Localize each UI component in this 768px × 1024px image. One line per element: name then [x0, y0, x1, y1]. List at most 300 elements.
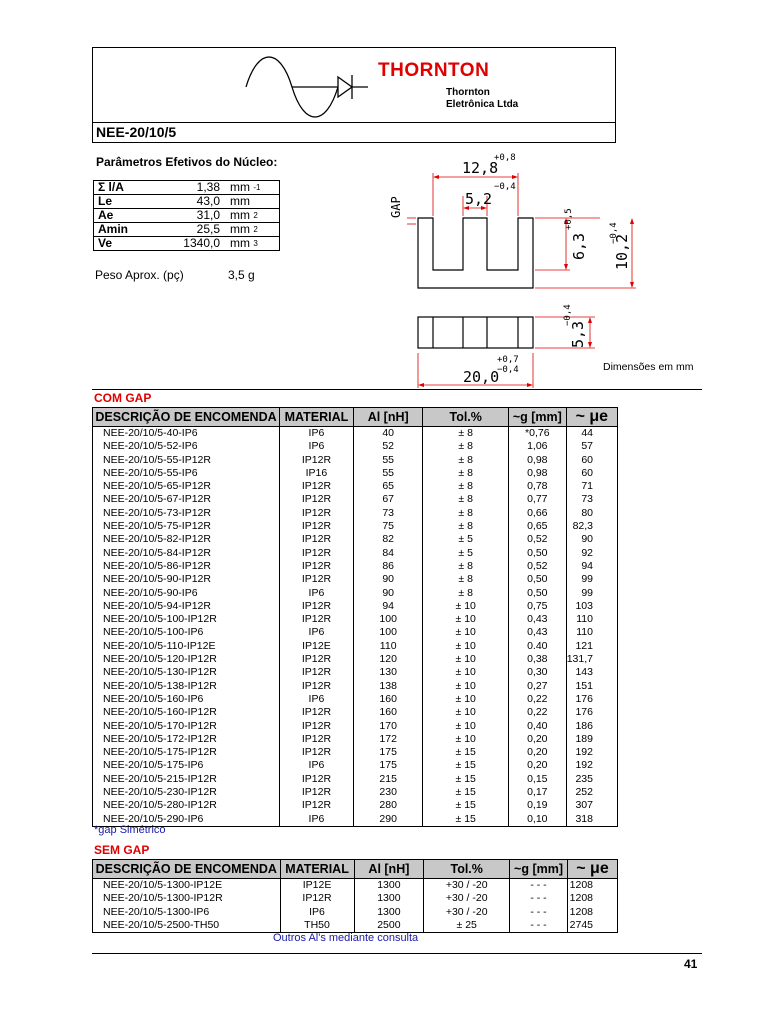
table-cell: 65 [353, 480, 423, 493]
com-gap-footnote: *gap Simétrico [94, 824, 166, 836]
table-cell: ± 10 [423, 626, 508, 639]
table-cell: ± 15 [423, 773, 508, 786]
sem-gap-title: SEM GAP [94, 843, 150, 857]
column-header: MATERIAL [280, 860, 354, 879]
table-cell: 0,50 [508, 547, 566, 560]
table-cell: 60 [566, 467, 617, 480]
table-cell: NEE-20/10/5-86-IP12R [93, 560, 280, 573]
table-row [93, 533, 618, 546]
dim-length: 20,0 [463, 368, 500, 386]
table-cell: 110 [566, 613, 617, 626]
param-unit [226, 195, 280, 209]
table-cell: 110 [353, 640, 423, 653]
table-cell: NEE-20/10/5-290-IP6 [93, 813, 280, 827]
table-cell: NEE-20/10/5-172-IP12R [93, 733, 280, 746]
table-cell: 170 [353, 720, 423, 733]
section-divider [92, 389, 702, 390]
table-cell: ± 8 [423, 507, 508, 520]
table-row [93, 786, 618, 799]
column-header: Al [nH] [353, 408, 423, 427]
table-cell: 175 [353, 759, 423, 772]
table-cell: 0,52 [508, 560, 566, 573]
table-cell: 110 [566, 626, 617, 639]
table-cell: 186 [566, 720, 617, 733]
table-row [93, 454, 618, 467]
table-cell: ± 15 [423, 813, 508, 827]
table-cell: IP12R [279, 720, 353, 733]
table-cell: 192 [566, 746, 617, 759]
params-row [94, 237, 280, 251]
table-cell: 1208 [567, 906, 617, 919]
table-cell: NEE-20/10/5-100-IP6 [93, 626, 280, 639]
table-row [93, 773, 618, 786]
table-row [93, 680, 618, 693]
table-cell: IP6 [279, 813, 353, 827]
table-cell: 0,75 [508, 600, 566, 613]
dim-top-tol-minus: −0,4 [494, 182, 516, 192]
table-cell: 90 [566, 533, 617, 546]
table-cell: 318 [566, 813, 617, 827]
table-cell: NEE-20/10/5-55-IP12R [93, 454, 280, 467]
table-cell: NEE-20/10/5-230-IP12R [93, 786, 280, 799]
param-unit [226, 223, 280, 237]
table-row [93, 493, 618, 506]
table-cell: NEE-20/10/5-84-IP12R [93, 547, 280, 560]
weight-label: Peso Aprox. (pç) [95, 268, 184, 282]
table-cell: ± 8 [423, 560, 508, 573]
brand-subtitle [446, 87, 518, 111]
model-title: NEE-20/10/5 [96, 124, 177, 140]
table-cell: ± 25 [424, 919, 510, 933]
params-row [94, 209, 280, 223]
table-cell: IP12R [279, 480, 353, 493]
table-cell: IP12R [279, 733, 353, 746]
table-cell: 73 [353, 507, 423, 520]
table-cell: 60 [566, 454, 617, 467]
table-row [93, 906, 618, 919]
table-row [93, 720, 618, 733]
table-cell: 131,7 [566, 653, 617, 666]
table-cell: 0,98 [508, 454, 566, 467]
table-cell: 121 [566, 640, 617, 653]
table-cell: NEE-20/10/5-1300-IP6 [93, 906, 281, 919]
table-cell: IP12R [279, 454, 353, 467]
param-unit-text: mm [230, 208, 250, 222]
table-row [93, 746, 618, 759]
table-cell: 92 [566, 547, 617, 560]
table-cell: 100 [353, 613, 423, 626]
table-cell: IP6 [279, 427, 353, 441]
table-cell: 189 [566, 733, 617, 746]
table-cell: 73 [566, 493, 617, 506]
table-cell: 55 [353, 467, 423, 480]
param-value: 25,5 [159, 223, 226, 237]
table-cell: 0,20 [508, 759, 566, 772]
brand-name: THORNTON [378, 60, 490, 81]
dim-top-width: 12,8 [462, 159, 499, 177]
table-cell: 0,43 [508, 626, 566, 639]
table-cell: 1208 [567, 892, 617, 905]
page-number: 41 [684, 957, 698, 971]
table-cell: 0,65 [508, 520, 566, 533]
table-cell: ± 15 [423, 746, 508, 759]
param-value: 43,0 [159, 195, 226, 209]
table-cell: IP12R [279, 560, 353, 573]
dim-top-tol-plus: +0,8 [494, 153, 516, 163]
table-cell: 130 [353, 666, 423, 679]
com-gap-title: COM GAP [94, 391, 152, 405]
param-key: Σ l/A [94, 181, 160, 195]
param-unit [226, 181, 280, 195]
table-cell: ± 15 [423, 759, 508, 772]
table-cell: NEE-20/10/5-75-IP12R [93, 520, 280, 533]
table-cell: IP12R [279, 600, 353, 613]
column-header: ~g [mm] [510, 860, 568, 879]
table-cell: NEE-20/10/5-90-IP6 [93, 587, 280, 600]
column-header: Tol.% [423, 408, 508, 427]
table-cell: 235 [566, 773, 617, 786]
dim-center-width: 5,2 [465, 190, 493, 208]
e-core-outline [418, 218, 533, 288]
sem-gap-footnote: Outros Al's mediante consulta [273, 932, 419, 944]
dim-inner-tol: +0,5 [564, 208, 574, 230]
column-header: ~ μe [566, 408, 617, 427]
table-cell: 57 [566, 440, 617, 453]
table-row [93, 799, 618, 812]
table-row [93, 693, 618, 706]
table-cell: +30 / -20 [424, 892, 510, 905]
table-row [93, 520, 618, 533]
dim-gap-label: GAP [389, 196, 403, 218]
params-table [93, 180, 280, 251]
table-cell: 67 [353, 493, 423, 506]
table-cell: ± 10 [423, 666, 508, 679]
table-cell: 100 [353, 626, 423, 639]
table-row [93, 613, 618, 626]
footer-divider [92, 953, 702, 954]
table-cell: - - - [510, 906, 568, 919]
table-cell: NEE-20/10/5-110-IP12E [93, 640, 280, 653]
dim-length-tol-minus: −0,4 [497, 365, 519, 375]
table-cell: 151 [566, 680, 617, 693]
param-unit-text: mm [230, 194, 250, 208]
table-cell: IP12E [280, 879, 354, 893]
table-cell: 84 [353, 547, 423, 560]
table-cell: ± 10 [423, 600, 508, 613]
table-cell: ± 8 [423, 467, 508, 480]
table-cell: NEE-20/10/5-40-IP6 [93, 427, 280, 441]
table-cell: 99 [566, 587, 617, 600]
dim-side-height: 5,3 [569, 320, 587, 348]
table-cell: NEE-20/10/5-1300-IP12E [93, 879, 281, 893]
table-cell: 176 [566, 693, 617, 706]
core-dimension-drawing [370, 148, 640, 388]
table-cell: IP12R [279, 547, 353, 560]
table-cell: 55 [353, 454, 423, 467]
table-row [93, 573, 618, 586]
table-cell: 252 [566, 786, 617, 799]
table-cell: 52 [353, 440, 423, 453]
table-cell: 0,19 [508, 799, 566, 812]
table-cell: 71 [566, 480, 617, 493]
table-cell: IP12R [279, 533, 353, 546]
params-row [94, 181, 280, 195]
table-cell: IP12R [279, 573, 353, 586]
table-cell: NEE-20/10/5-160-IP6 [93, 693, 280, 706]
table-cell: 2500 [354, 919, 424, 933]
table-cell: +30 / -20 [424, 906, 510, 919]
thornton-logo-icon [238, 53, 368, 119]
table-cell: ± 10 [423, 613, 508, 626]
table-cell: NEE-20/10/5-280-IP12R [93, 799, 280, 812]
param-unit-exponent: 2 [253, 211, 258, 220]
dim-total-height: 10,2 [613, 233, 631, 270]
table-cell: 90 [353, 587, 423, 600]
table-cell: ± 5 [423, 533, 508, 546]
table-cell: NEE-20/10/5-100-IP12R [93, 613, 280, 626]
table-cell: 1,06 [508, 440, 566, 453]
table-cell: NEE-20/10/5-67-IP12R [93, 493, 280, 506]
table-cell: NEE-20/10/5-52-IP6 [93, 440, 280, 453]
table-cell: 0,52 [508, 533, 566, 546]
table-cell: 1300 [354, 892, 424, 905]
table-cell: IP12R [279, 613, 353, 626]
table-cell: 0,77 [508, 493, 566, 506]
table-cell: 0,17 [508, 786, 566, 799]
table-cell: NEE-20/10/5-90-IP12R [93, 573, 280, 586]
table-cell: 290 [353, 813, 423, 827]
param-key: Le [94, 195, 160, 209]
table-cell: 94 [353, 600, 423, 613]
table-cell: ± 15 [423, 786, 508, 799]
table-cell: 99 [566, 573, 617, 586]
e-core-side-view [418, 317, 533, 348]
param-unit-text: mm [230, 222, 250, 236]
table-cell: NEE-20/10/5-170-IP12R [93, 720, 280, 733]
table-cell: 143 [566, 666, 617, 679]
param-value: 31,0 [159, 209, 226, 223]
table-cell: ± 10 [423, 733, 508, 746]
table-cell: 280 [353, 799, 423, 812]
table-cell: +30 / -20 [424, 879, 510, 893]
table-cell: 86 [353, 560, 423, 573]
table-row [93, 587, 618, 600]
table-cell: 0,50 [508, 587, 566, 600]
table-cell: 75 [353, 520, 423, 533]
table-cell: 0,10 [508, 813, 566, 827]
table-cell: 80 [566, 507, 617, 520]
table-cell: 307 [566, 799, 617, 812]
table-cell: IP12R [279, 520, 353, 533]
param-key: Amin [94, 223, 160, 237]
sem-gap-table [92, 859, 618, 933]
table-cell: 160 [353, 706, 423, 719]
column-header: Tol.% [424, 860, 510, 879]
param-unit-exponent: -1 [253, 183, 261, 192]
table-row [93, 480, 618, 493]
params-row [94, 195, 280, 209]
table-cell: IP6 [279, 626, 353, 639]
table-row [93, 879, 618, 893]
table-row [93, 919, 618, 933]
table-cell: IP6 [280, 906, 354, 919]
dimensions-note: Dimensões em mm [603, 361, 694, 373]
table-cell: 172 [353, 733, 423, 746]
column-header: ~ μe [567, 860, 617, 879]
table-row [93, 507, 618, 520]
table-cell: ± 10 [423, 653, 508, 666]
table-cell: ± 8 [423, 480, 508, 493]
param-unit-exponent: 3 [253, 239, 258, 248]
table-cell: 82,3 [566, 520, 617, 533]
table-cell: 90 [353, 573, 423, 586]
table-row [93, 626, 618, 639]
param-key: Ae [94, 209, 160, 223]
table-cell: 0,27 [508, 680, 566, 693]
table-cell: IP6 [279, 759, 353, 772]
table-cell: 1208 [567, 879, 617, 893]
table-cell: 103 [566, 600, 617, 613]
table-cell: IP12R [279, 653, 353, 666]
table-cell: 0.40 [508, 640, 566, 653]
table-cell: ± 10 [423, 680, 508, 693]
table-cell: - - - [510, 919, 568, 933]
table-cell: IP6 [279, 693, 353, 706]
table-cell: ± 8 [423, 520, 508, 533]
table-row [93, 666, 618, 679]
dim-length-tol-plus: +0,7 [497, 355, 519, 365]
table-row [93, 467, 618, 480]
table-cell: 94 [566, 560, 617, 573]
table-cell: 230 [353, 786, 423, 799]
table-cell: NEE-20/10/5-120-IP12R [93, 653, 280, 666]
dim-side-tol: −0,4 [563, 304, 573, 326]
params-title: Parâmetros Efetivos do Núcleo: [96, 155, 278, 169]
table-cell: IP12R [279, 493, 353, 506]
header-divider [92, 122, 616, 123]
table-row [93, 547, 618, 560]
table-cell: ± 15 [423, 799, 508, 812]
table-cell: NEE-20/10/5-82-IP12R [93, 533, 280, 546]
table-cell: NEE-20/10/5-73-IP12R [93, 507, 280, 520]
table-cell: IP12E [279, 640, 353, 653]
table-cell: 2745 [567, 919, 617, 933]
table-cell: ± 8 [423, 587, 508, 600]
column-header: DESCRIÇÃO DE ENCOMENDA [93, 408, 280, 427]
table-cell: NEE-20/10/5-65-IP12R [93, 480, 280, 493]
table-cell: ± 10 [423, 720, 508, 733]
table-cell: 1300 [354, 879, 424, 893]
table-cell: ± 5 [423, 547, 508, 560]
table-row [93, 640, 618, 653]
table-cell: IP16 [279, 467, 353, 480]
brand-line-1: Thornton [446, 87, 490, 98]
table-cell: 192 [566, 759, 617, 772]
table-cell: ± 10 [423, 640, 508, 653]
table-cell: 175 [353, 746, 423, 759]
table-cell: NEE-20/10/5-175-IP6 [93, 759, 280, 772]
table-cell: 0,43 [508, 613, 566, 626]
table-row [93, 733, 618, 746]
table-cell: IP6 [279, 587, 353, 600]
brand-line-2: Eletrônica Ltda [446, 99, 519, 110]
param-unit-text: mm [230, 236, 250, 250]
table-cell: 0,78 [508, 480, 566, 493]
table-row [93, 892, 618, 905]
table-cell: IP12R [279, 507, 353, 520]
table-cell: 1300 [354, 906, 424, 919]
table-cell: ± 8 [423, 493, 508, 506]
table-cell: IP12R [279, 706, 353, 719]
table-cell: 40 [353, 427, 423, 441]
table-cell: 160 [353, 693, 423, 706]
table-cell: ± 8 [423, 440, 508, 453]
table-cell: NEE-20/10/5-1300-IP12R [93, 892, 281, 905]
table-cell: 0,30 [508, 666, 566, 679]
table-cell: ± 8 [423, 454, 508, 467]
table-cell: ± 8 [423, 427, 508, 441]
table-cell: NEE-20/10/5-55-IP6 [93, 467, 280, 480]
table-cell: 0,98 [508, 467, 566, 480]
table-cell: NEE-20/10/5-94-IP12R [93, 600, 280, 613]
params-row [94, 223, 280, 237]
table-row [93, 759, 618, 772]
column-header: Al [nH] [354, 860, 424, 879]
table-cell: 215 [353, 773, 423, 786]
table-row [93, 427, 618, 441]
table-cell: IP12R [279, 666, 353, 679]
dim-inner-height: 6,3 [570, 232, 588, 260]
column-header: MATERIAL [279, 408, 353, 427]
table-cell: IP6 [279, 440, 353, 453]
table-cell: NEE-20/10/5-130-IP12R [93, 666, 280, 679]
param-value: 1340,0 [159, 237, 226, 251]
table-cell: 138 [353, 680, 423, 693]
table-cell: 0,66 [508, 507, 566, 520]
table-cell: 176 [566, 706, 617, 719]
table-cell: NEE-20/10/5-138-IP12R [93, 680, 280, 693]
table-cell: IP12R [279, 786, 353, 799]
table-cell: IP12R [279, 680, 353, 693]
table-cell: 0,20 [508, 746, 566, 759]
table-cell: ± 8 [423, 573, 508, 586]
table-cell: - - - [510, 892, 568, 905]
column-header: ~g [mm] [508, 408, 566, 427]
table-cell: TH50 [280, 919, 354, 933]
table-cell: 82 [353, 533, 423, 546]
weight-value: 3,5 g [228, 268, 255, 282]
com-gap-table [92, 407, 618, 827]
table-cell: NEE-20/10/5-175-IP12R [93, 746, 280, 759]
table-cell: IP12R [279, 799, 353, 812]
table-row [93, 440, 618, 453]
param-unit-exponent: 2 [253, 225, 258, 234]
table-row [93, 706, 618, 719]
table-cell: 0,50 [508, 573, 566, 586]
table-row [93, 813, 618, 827]
param-unit [226, 209, 280, 223]
table-cell: ± 10 [423, 706, 508, 719]
table-row [93, 653, 618, 666]
table-row [93, 600, 618, 613]
table-cell: IP12R [279, 746, 353, 759]
param-key: Ve [94, 237, 160, 251]
table-cell: IP12R [279, 773, 353, 786]
table-cell: 0,40 [508, 720, 566, 733]
table-cell: 0,20 [508, 733, 566, 746]
table-cell: - - - [510, 879, 568, 893]
table-cell: 0,15 [508, 773, 566, 786]
